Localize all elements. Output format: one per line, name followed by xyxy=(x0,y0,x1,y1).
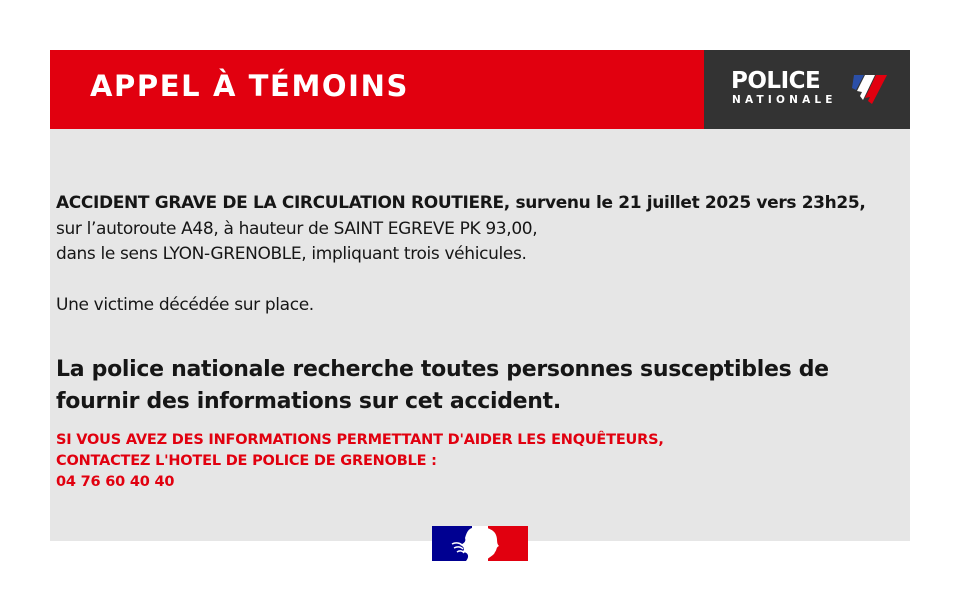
marianne-republique-francaise-icon xyxy=(432,526,528,561)
incident-date: , survenu le 21 juillet 2025 vers 23h25, xyxy=(503,193,866,213)
header xyxy=(50,50,910,129)
tricolor-flame-icon xyxy=(850,74,888,106)
incident-description xyxy=(56,191,886,268)
witness-appeal-card xyxy=(50,50,910,541)
incident-type: ACCIDENT GRAVE DE LA CIRCULATION ROUTIERE xyxy=(56,193,504,213)
appeal-statement: La police nationale recherche toutes personnes susceptibles de fournir des informations sur cet accident. xyxy=(56,356,829,414)
page-title: APPEL À TÉMOINS xyxy=(90,69,409,103)
police-nationale-logo xyxy=(704,50,910,129)
contact-line-1: SI VOUS AVEZ DES INFORMATIONS PERMETTANT D'AIDER LES ENQUÊTEURS, xyxy=(56,431,664,448)
contact-line-2: CONTACTEZ L'HOTEL DE POLICE DE GRENOBLE : xyxy=(56,452,437,469)
logo-nationale-text: NATIONALE xyxy=(732,94,837,106)
appeal-content xyxy=(56,191,886,493)
incident-location: sur l’autoroute A48, à hauteur de SAINT EGREVE PK 93,00, xyxy=(56,218,538,239)
logo-police-text: POLICE xyxy=(731,68,821,94)
incident-direction: dans le sens LYON-GRENOBLE, impliquant trois véhicules. xyxy=(56,244,527,264)
victim-statement: Une victime décédée sur place. xyxy=(56,294,314,315)
header-title-bar xyxy=(50,50,704,129)
contact-info xyxy=(56,430,886,493)
phone-number[interactable]: 04 76 60 40 40 xyxy=(56,473,175,490)
